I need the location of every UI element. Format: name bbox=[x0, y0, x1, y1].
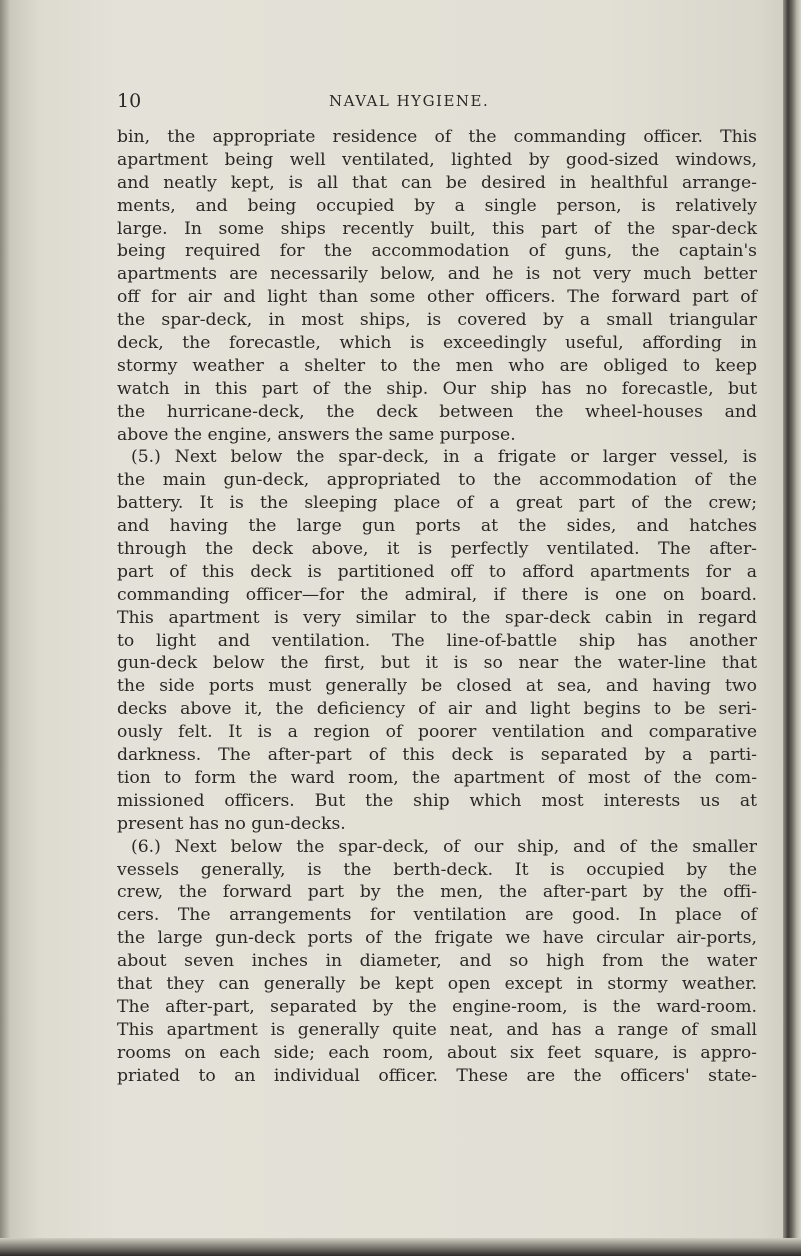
text-line: large. In some ships recently built, this part of the spar-deck bbox=[117, 218, 757, 239]
text-line: the large gun-deck ports of the frigate we have circular air-ports, bbox=[117, 928, 757, 949]
page-number: 10 bbox=[117, 90, 142, 112]
text-line: watch in this part of the ship. Our ship has no forecastle, but bbox=[117, 378, 757, 399]
text-line: ments, and being occupied by a single person, is relatively bbox=[117, 195, 757, 216]
text-line: This apartment is generally quite neat, and has a range of small bbox=[117, 1019, 757, 1040]
text-line: the main gun-deck, appropriated to the accommodation of the bbox=[117, 470, 757, 491]
text-line: part of this deck is partitioned off to afford apartments for a bbox=[117, 561, 757, 582]
page-bottom-edge bbox=[0, 1238, 801, 1256]
text-line: battery. It is the sleeping place of a great part of the crew; bbox=[117, 493, 757, 514]
paragraph-start-line: (5.) Next below the spar-deck, in a frigate or larger vessel, is bbox=[131, 447, 757, 468]
page-gutter-shadow bbox=[0, 0, 10, 1256]
text-line: present has no gun-decks. bbox=[117, 813, 346, 834]
text-line: the spar-deck, in most ships, is covered by a small triangular bbox=[117, 310, 757, 331]
text-line: commanding officer—for the admiral, if there is one on board. bbox=[117, 584, 757, 605]
text-line: gun-deck below the first, but it is so near the water-line that bbox=[117, 653, 757, 674]
text-line: priated to an individual officer. These are the officers' state- bbox=[117, 1065, 757, 1086]
text-line: The after-part, separated by the engine-room, is the ward-room. bbox=[117, 996, 757, 1017]
text-line: apartments are necessarily below, and he is not very much better bbox=[117, 264, 757, 285]
running-head: NAVAL HYGIENE. bbox=[329, 92, 490, 110]
text-line: apartment being well ventilated, lighted by good-sized windows, bbox=[117, 149, 757, 170]
text-line: decks above it, the deficiency of air and light begins to be seri- bbox=[117, 699, 757, 720]
text-line: being required for the accommodation of guns, the captain's bbox=[117, 241, 757, 262]
body-text bbox=[117, 126, 757, 1087]
paragraph-start-line: (6.) Next below the spar-deck, of our ship, and of the smaller bbox=[131, 836, 757, 857]
text-line: missioned officers. But the ship which most interests us at bbox=[117, 790, 757, 811]
text-line: the hurricane-deck, the deck between the wheel-houses and bbox=[117, 401, 757, 422]
text-line: crew, the forward part by the men, the after-part by the offi- bbox=[117, 882, 757, 903]
text-line: vessels generally, is the berth-deck. It is occupied by the bbox=[117, 859, 757, 880]
text-line: and having the large gun ports at the sides, and hatches bbox=[117, 516, 757, 537]
text-line: and neatly kept, is all that can be desired in healthful arrange- bbox=[117, 172, 757, 193]
text-line: about seven inches in diameter, and so high from the water bbox=[117, 951, 757, 972]
text-line: This apartment is very similar to the spar-deck cabin in regard bbox=[117, 607, 757, 628]
text-line: bin, the appropriate residence of the commanding officer. This bbox=[117, 127, 757, 147]
text-line: the side ports must generally be closed at sea, and having two bbox=[117, 676, 757, 697]
text-line: above the engine, answers the same purpose. bbox=[117, 424, 516, 445]
text-line: through the deck above, it is perfectly ventilated. The after- bbox=[117, 539, 757, 560]
page-header bbox=[117, 90, 757, 116]
text-line: deck, the forecastle, which is exceedingly useful, affording in bbox=[117, 333, 757, 354]
text-line: that they can generally be kept open except in stormy weather. bbox=[117, 973, 757, 994]
text-line: tion to form the ward room, the apartment of most of the com- bbox=[117, 767, 757, 788]
text-line: off for air and light than some other officers. The forward part of bbox=[117, 287, 757, 308]
text-line: darkness. The after-part of this deck is separated by a parti- bbox=[117, 745, 757, 766]
text-line: to light and ventilation. The line-of-battle ship has another bbox=[117, 630, 757, 651]
text-line: rooms on each side; each room, about six feet square, is appro- bbox=[117, 1042, 757, 1063]
text-line: cers. The arrangements for ventilation are good. In place of bbox=[117, 905, 757, 926]
text-line: stormy weather a shelter to the men who are obliged to keep bbox=[117, 355, 757, 376]
text-line: ously felt. It is a region of poorer ventilation and comparative bbox=[117, 722, 757, 743]
page-fore-edge bbox=[783, 0, 801, 1256]
